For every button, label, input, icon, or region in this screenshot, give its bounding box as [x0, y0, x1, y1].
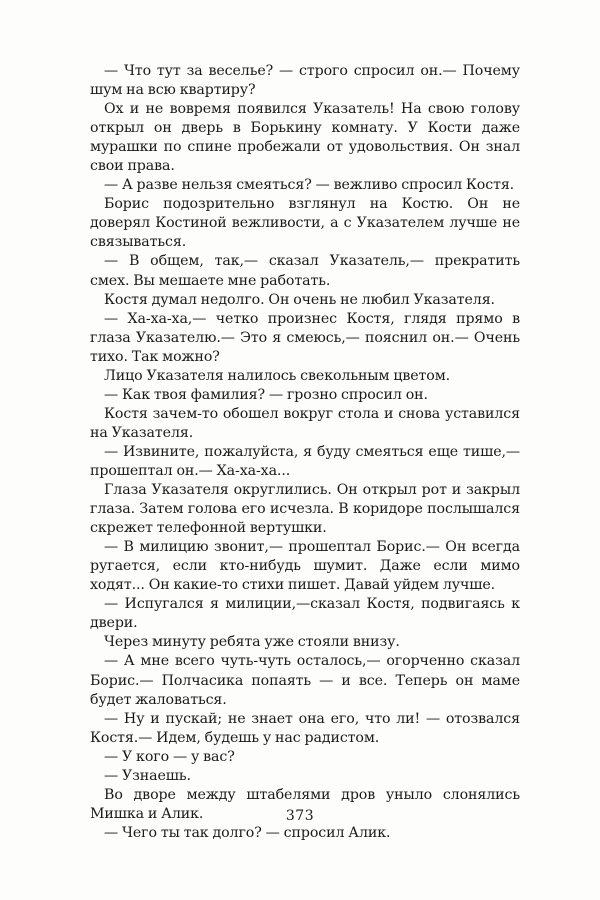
paragraph: — Ну и пускай; не знает она его, что ли! — отозвался Костя.— Идем, будешь у нас радистом. [90, 710, 520, 746]
paragraph: — В общем, так,— сказал Указатель,— прекратить смех. Вы мешаете мне работать. [90, 253, 520, 289]
paragraph: — Узнаешь. [104, 767, 191, 784]
paragraph: — А мне всего чуть-чуть осталось,— огорченно сказал Борис.— Полчасика попаять — и все. Теперь он маме будет жаловаться. [90, 653, 520, 708]
paragraph: Ох и не вовремя появился Указатель! На свою голову открыл он дверь в Борькину комнату. У Кости даже мурашки по спине пробежали от удовольствия. Он знал свои права. [90, 101, 520, 175]
paragraph: — Испугался я милиции,—сказал Костя, подвигаясь к двери. [90, 596, 520, 632]
paragraph: Через минуту ребята уже стояли внизу. [104, 634, 400, 651]
page-number: 373 [285, 808, 315, 824]
paragraph: — В милицию звонит,— прошептал Борис.— Он всегда ругается, если кто-нибудь шумит. Даже если мимо ходят... Он какие-то стихи пишет. Давай уйдем лучше. [90, 539, 520, 594]
paragraph: Во дворе между штабелями дров уныло слонялись Мишка и Алик. [90, 786, 520, 822]
paragraph: — Ха-ха-ха,— четко произнес Костя, глядя прямо в глаза Указателю.— Это я смеюсь,— пояснил он.— Очень тихо. Так можно? [90, 310, 520, 365]
paragraph: — А разве нельзя смеяться? — вежливо спросил Костя. [104, 177, 515, 194]
paragraph: — Как твоя фамилия? — грозно спросил он. [104, 386, 428, 403]
paragraph: Борис подозрительно взглянул на Костю. Он не доверял Костиной вежливости, а с Указателем лучше не связываться. [90, 196, 520, 251]
paragraph: Костя зачем-то обошел вокруг стола и снова уставился на Указателя. [90, 405, 520, 441]
paragraph: — У кого — у вас? [104, 748, 235, 765]
paragraph: — Извините, пожалуйста, я буду смеяться еще тише,— прошептал он.— Ха-ха-ха... [90, 443, 520, 479]
paragraph: Костя думал недолго. Он очень не любил Указателя. [104, 291, 495, 308]
body-text [90, 62, 520, 843]
paragraph: — Что тут за веселье? — строго спросил он.— Почему шум на всю квартиру? [90, 63, 520, 99]
paragraph: — Чего ты так долго? — спросил Алик. [104, 824, 391, 841]
paragraph: Глаза Указателя округлились. Он открыл рот и закрыл глаза. Затем голова его исчезла. В коридоре послышался скрежет телефонной вертушки. [90, 482, 520, 537]
paragraph: Лицо Указателя налилось свекольным цветом. [104, 367, 451, 384]
